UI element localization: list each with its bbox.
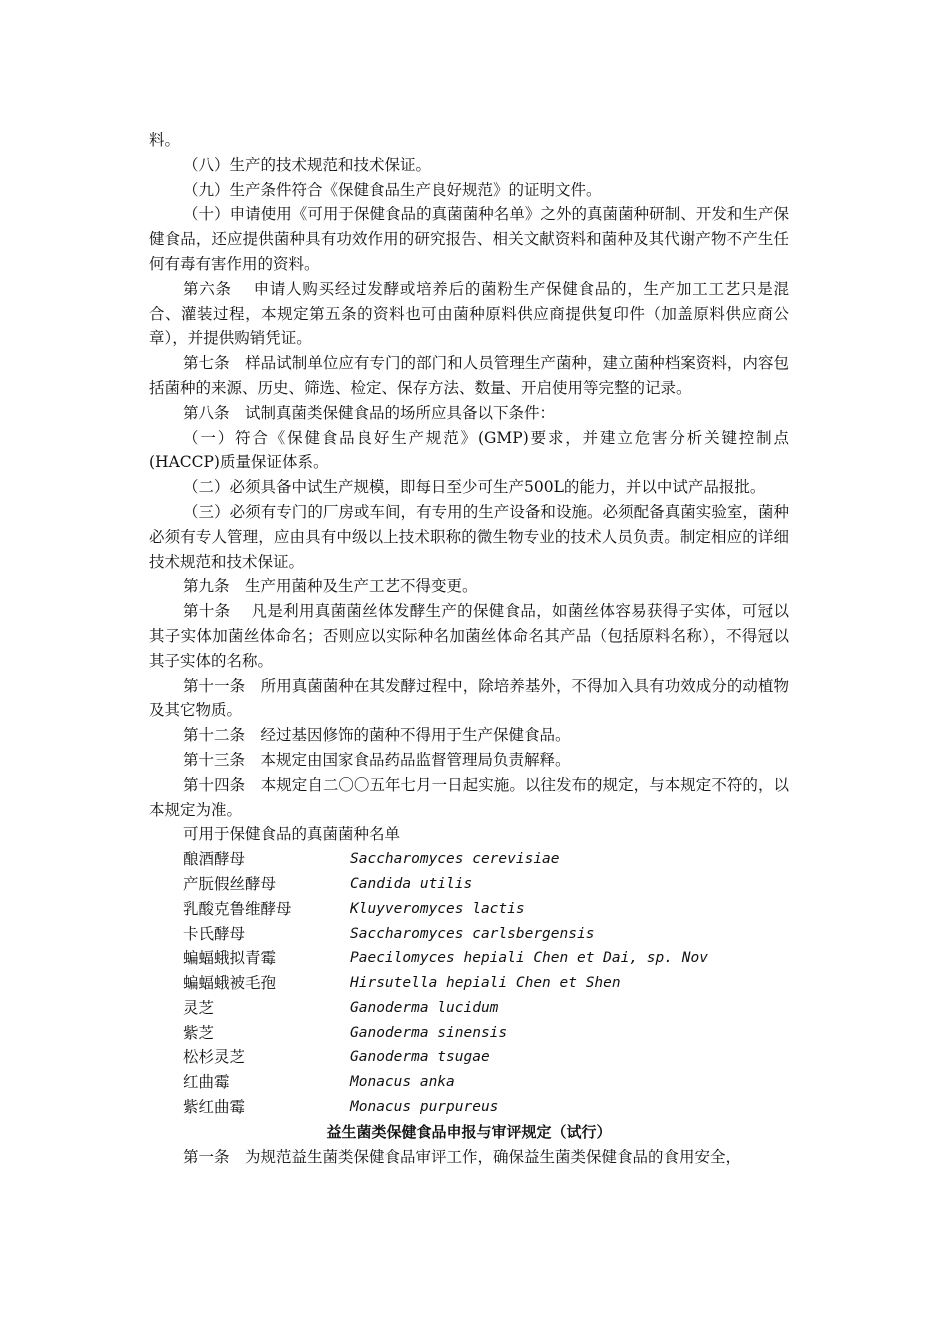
species-cn-name: 灵芝 (183, 998, 215, 1017)
list-item (149, 922, 789, 947)
article-8-item-3: （三）必须有专门的厂房或车间，有专用的生产设备和设施。必须配备真菌实验室，菌种必须有专人管理，应由具有中级以上技术职称的微生物专业的技术人员负责。制定相应的详细技术规范和技术保证。 (149, 502, 789, 571)
species-latin-name: Ganoderma sinensis (350, 1024, 508, 1041)
article-6: 第六条 申请人购买经过发酵或培养后的菌粉生产保健食品的，生产加工工艺只是混合、灌装过程，本规定第五条的资料也可由菌种原料供应商提供复印件（加盖原料供应商公章），并提供购销凭证。 (149, 279, 789, 348)
list-item (149, 1021, 789, 1046)
article-12: 第十二条 经过基因修饰的菌种不得用于生产保健食品。 (183, 726, 571, 745)
species-latin-name: Candida utilis (350, 875, 473, 892)
article-8-item-1: （一）符合《保健食品良好生产规范》(GMP)要求，并建立危害分析关键控制点(HACCP)质量保证体系。 (149, 428, 789, 472)
article-13: 第十三条 本规定由国家食品药品监督管理局负责解释。 (183, 750, 571, 769)
paragraph-item-9: （九）生产条件符合《保健食品生产良好规范》的证明文件。 (183, 180, 602, 199)
species-cn-name: 紫芝 (183, 1023, 215, 1042)
species-latin-name: Hirsutella hepiali Chen et Shen (350, 975, 621, 992)
species-list (149, 847, 789, 1120)
paragraph-continuation: 料。 (149, 131, 181, 149)
paragraph-item-8: （八）生产的技术规范和技术保证。 (183, 155, 432, 174)
list-item (149, 971, 789, 996)
article-11: 第十一条 所用真菌菌种在其发酵过程中，除培养基外，不得加入具有功效成分的动植物及其它物质。 (149, 676, 789, 720)
paragraph-item-10: （十）申请使用《可用于保健食品的真菌菌种名单》之外的真菌菌种研制、开发和生产保健食品，还应提供菌种具有功效作用的研究报告、相关文献资料和菌种及其代谢产物不产生任何有毒有害作用的资料。 (149, 205, 789, 273)
article-8: 第八条 试制真菌类保健食品的场所应具备以下条件： (183, 403, 556, 422)
species-cn-name: 红曲霉 (183, 1073, 230, 1092)
species-latin-name: Ganoderma tsugae (350, 1049, 490, 1066)
document-page (149, 128, 789, 1169)
list-item (149, 872, 789, 897)
species-latin-name: Ganoderma lucidum (350, 999, 499, 1016)
article-10: 第十条 凡是利用真菌菌丝体发酵生产的保健食品，如菌丝体容易获得子实体，可冠以其子实体加菌丝体命名；否则应以实际种名加菌丝体命名其产品（包括原料名称），不得冠以其子实体的名称。 (149, 602, 789, 670)
article-8-item-2: （二）必须具备中试生产规模，即每日至少可生产500L的能力，并以中试产品报批。 (183, 478, 766, 497)
list-item (149, 996, 789, 1021)
species-cn-name: 乳酸克鲁维酵母 (183, 899, 292, 918)
species-cn-name: 卡氏酵母 (183, 924, 246, 943)
species-latin-name: Paecilomyces hepiali Chen et Dai, sp. Nov (350, 950, 708, 967)
species-cn-name: 酿酒酵母 (183, 850, 246, 869)
species-cn-name: 蝙蝠蛾被毛孢 (183, 974, 277, 993)
article-9: 第九条 生产用菌种及生产工艺不得变更。 (183, 577, 478, 596)
species-cn-name: 紫红曲霉 (183, 1098, 246, 1117)
species-latin-name: Monacus purpureus (350, 1099, 499, 1116)
species-latin-name: Saccharomyces carlsbergensis (350, 925, 595, 942)
list-item (149, 847, 789, 872)
species-cn-name: 产朊假丝酵母 (183, 874, 277, 893)
species-latin-name: Kluyveromyces lactis (350, 900, 525, 917)
list-item (149, 1070, 789, 1095)
list-item (149, 1045, 789, 1070)
species-list-title: 可用于保健食品的真菌菌种名单 (183, 825, 401, 844)
species-cn-name: 蝙蝠蛾拟青霉 (183, 949, 277, 968)
article-7: 第七条 样品试制单位应有专门的部门和人员管理生产菌种，建立菌种档案资料，内容包括菌种的来源、历史、筛选、检定、保存方法、数量、开启使用等完整的记录。 (149, 354, 789, 397)
article-14: 第十四条 本规定自二〇〇五年七月一日起实施。以往发布的规定，与本规定不符的，以本规定为准。 (149, 775, 789, 819)
species-latin-name: Saccharomyces cerevisiae (350, 851, 560, 868)
article-1: 第一条 为规范益生菌类保健食品审评工作，确保益生菌类保健食品的食用安全， (183, 1147, 742, 1166)
species-cn-name: 松杉灵芝 (183, 1048, 246, 1067)
species-latin-name: Monacus anka (350, 1074, 455, 1091)
list-item (149, 946, 789, 971)
list-item (149, 1095, 789, 1120)
list-item (149, 897, 789, 922)
section-heading: 益生菌类保健食品申报与审评规定（试行） (326, 1122, 612, 1141)
